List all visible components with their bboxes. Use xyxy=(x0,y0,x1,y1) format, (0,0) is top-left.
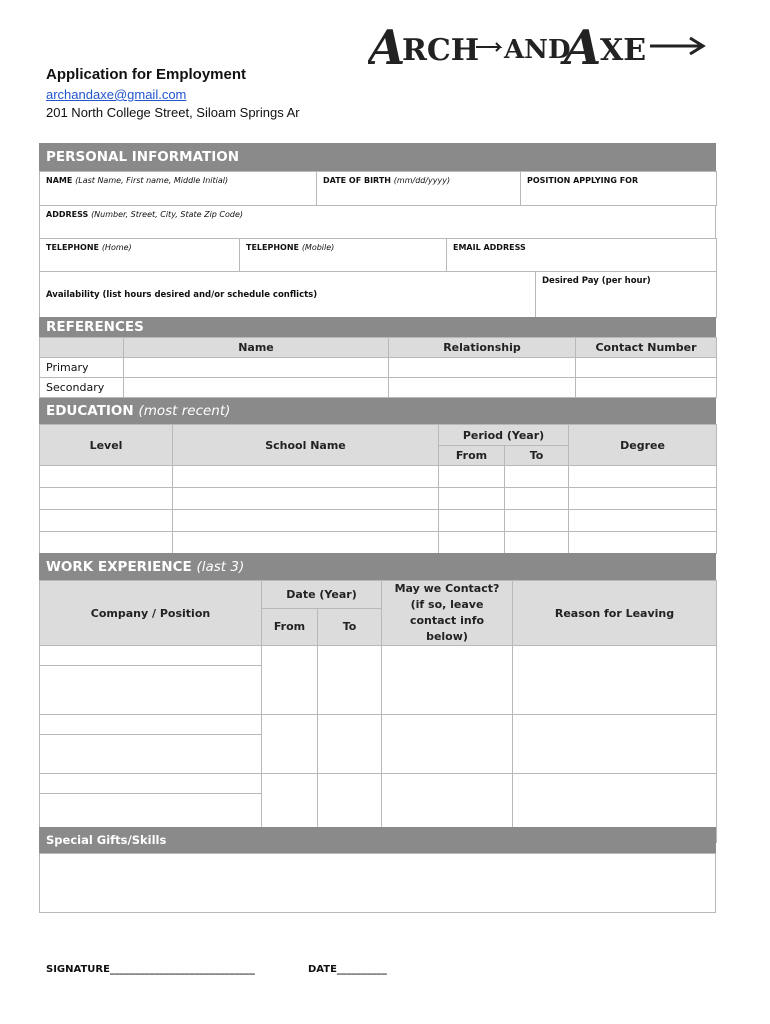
work-contact-cell[interactable] xyxy=(382,646,513,715)
education-heading-text: EDUCATION xyxy=(46,403,134,419)
work-reason-cell[interactable] xyxy=(513,715,717,774)
availability-table xyxy=(39,271,717,318)
education-cell[interactable] xyxy=(40,532,173,554)
references-heading xyxy=(39,317,716,337)
date-line[interactable]: DATE__________ xyxy=(308,964,387,975)
work-heading-text: WORK EXPERIENCE xyxy=(46,558,192,575)
education-cell[interactable] xyxy=(505,466,569,488)
personal-information-table xyxy=(39,171,717,206)
work-to-cell[interactable] xyxy=(318,715,382,774)
education-cell[interactable] xyxy=(569,466,717,488)
reference-primary-relationship[interactable] xyxy=(389,358,576,378)
education-cell[interactable] xyxy=(173,532,439,554)
position-label: POSITION APPLYING FOR xyxy=(527,176,639,185)
tel-mobile-hint: (Mobile) xyxy=(301,243,335,252)
education-cell[interactable] xyxy=(439,488,505,510)
work-company-cell[interactable] xyxy=(40,715,262,735)
tel-mobile-label: TELEPHONE xyxy=(246,243,300,252)
work-from-cell[interactable] xyxy=(262,715,318,774)
position-field[interactable] xyxy=(521,172,717,206)
work-position-cell[interactable] xyxy=(40,666,262,715)
education-table xyxy=(39,424,717,554)
address-hint: (Number, Street, City, State Zip Code) xyxy=(91,210,244,219)
education-cell[interactable] xyxy=(569,532,717,554)
reference-primary-contact[interactable] xyxy=(576,358,717,378)
page-title: Application for Employment xyxy=(46,66,247,83)
work-from-cell[interactable] xyxy=(262,646,318,715)
telephone-mobile-field[interactable] xyxy=(240,239,447,272)
address-field[interactable] xyxy=(40,206,716,239)
table-row xyxy=(40,774,717,794)
reference-secondary-label: Secondary xyxy=(40,378,124,398)
availability-field[interactable] xyxy=(40,272,536,318)
svg-text:RCH: RCH xyxy=(402,33,480,68)
work-to-header: To xyxy=(318,608,382,645)
work-reason-header: Reason for Leaving xyxy=(513,581,717,646)
pay-label: Desired Pay (per hour) xyxy=(542,276,651,286)
reference-primary-name[interactable] xyxy=(124,358,389,378)
personal-information-heading xyxy=(39,143,716,171)
telephone-table xyxy=(39,238,717,272)
tel-home-hint: (Home) xyxy=(101,243,132,252)
work-experience-heading xyxy=(39,553,716,580)
dob-hint: (mm/dd/yyyy) xyxy=(393,176,451,185)
availability-label: Availability (list hours desired and/or schedule conflicts) xyxy=(46,289,318,300)
work-heading-note: (last 3) xyxy=(196,558,245,575)
table-row xyxy=(40,510,717,532)
education-heading-note: (most recent) xyxy=(138,403,231,419)
education-school-header: School Name xyxy=(173,425,439,466)
work-company-cell[interactable] xyxy=(40,646,262,666)
address-table xyxy=(39,205,716,239)
education-cell[interactable] xyxy=(439,532,505,554)
references-table xyxy=(39,337,717,398)
references-heading-text: REFERENCES xyxy=(46,319,144,335)
work-experience-table xyxy=(39,580,717,843)
education-cell[interactable] xyxy=(505,510,569,532)
education-from-header: From xyxy=(439,446,505,466)
work-reason-cell[interactable] xyxy=(513,646,717,715)
education-to-header: To xyxy=(505,446,569,466)
business-address: 201 North College Street, Siloam Springs Ar xyxy=(46,105,300,120)
education-heading xyxy=(39,398,716,424)
arch-and-axe-logo xyxy=(368,14,708,78)
education-cell[interactable] xyxy=(505,488,569,510)
table-row xyxy=(40,466,717,488)
reference-primary-label: Primary xyxy=(40,358,124,378)
work-contact-header: May we Contact? (if so, leave contact info below) xyxy=(382,581,513,646)
education-level-header: Level xyxy=(40,425,173,466)
special-skills-table xyxy=(39,853,716,913)
name-label: NAME xyxy=(46,176,73,185)
work-date-header: Date (Year) xyxy=(262,581,382,609)
email-address-field[interactable] xyxy=(447,239,717,272)
date-of-birth-field[interactable] xyxy=(317,172,521,206)
education-cell[interactable] xyxy=(173,488,439,510)
work-to-cell[interactable] xyxy=(318,646,382,715)
personal-heading-text: PERSONAL INFORMATION xyxy=(46,149,240,165)
education-period-header: Period (Year) xyxy=(439,425,569,446)
references-relationship-header: Relationship xyxy=(389,338,576,358)
work-company-header: Company / Position xyxy=(40,581,262,646)
work-position-cell[interactable] xyxy=(40,735,262,774)
education-cell[interactable] xyxy=(569,510,717,532)
reference-secondary-name[interactable] xyxy=(124,378,389,398)
education-cell[interactable] xyxy=(505,532,569,554)
tel-home-label: TELEPHONE xyxy=(46,243,100,252)
desired-pay-field[interactable] xyxy=(536,272,717,318)
skills-heading-text: Special Gifts/Skills xyxy=(46,833,167,847)
address-label: ADDRESS xyxy=(46,210,89,219)
table-row xyxy=(40,646,717,666)
education-cell[interactable] xyxy=(439,510,505,532)
email-link[interactable]: archandaxe@gmail.com xyxy=(46,87,187,102)
reference-secondary-contact[interactable] xyxy=(576,378,717,398)
telephone-home-field[interactable] xyxy=(40,239,240,272)
work-contact-cell[interactable] xyxy=(382,715,513,774)
table-row xyxy=(40,715,717,735)
references-blank-header xyxy=(40,338,124,358)
work-from-header: From xyxy=(262,608,318,645)
table-row xyxy=(40,532,717,554)
education-cell[interactable] xyxy=(40,466,173,488)
education-cell[interactable] xyxy=(173,466,439,488)
work-company-cell[interactable] xyxy=(40,774,262,794)
special-skills-heading xyxy=(39,827,716,853)
education-cell[interactable] xyxy=(439,466,505,488)
education-degree-header: Degree xyxy=(569,425,717,466)
dob-label: DATE OF BIRTH xyxy=(323,176,391,185)
svg-text:A: A xyxy=(368,20,406,76)
education-cell[interactable] xyxy=(569,488,717,510)
table-row xyxy=(40,488,717,510)
education-cell[interactable] xyxy=(40,488,173,510)
svg-text:A: A xyxy=(564,20,602,76)
references-contact-header: Contact Number xyxy=(576,338,717,358)
svg-text:AND: AND xyxy=(504,35,571,65)
name-hint: (Last Name, First name, Middle Initial) xyxy=(75,176,229,185)
svg-text:XE: XE xyxy=(600,33,647,68)
name-field[interactable] xyxy=(40,172,317,206)
education-cell[interactable] xyxy=(173,510,439,532)
special-skills-field[interactable] xyxy=(40,854,716,913)
email-label: EMAIL ADDRESS xyxy=(453,243,526,252)
references-name-header: Name xyxy=(124,338,389,358)
table-row xyxy=(40,358,717,378)
education-cell[interactable] xyxy=(40,510,173,532)
table-row xyxy=(40,378,717,398)
reference-secondary-relationship[interactable] xyxy=(389,378,576,398)
signature-line[interactable]: SIGNATURE_____________________________ xyxy=(46,964,255,975)
